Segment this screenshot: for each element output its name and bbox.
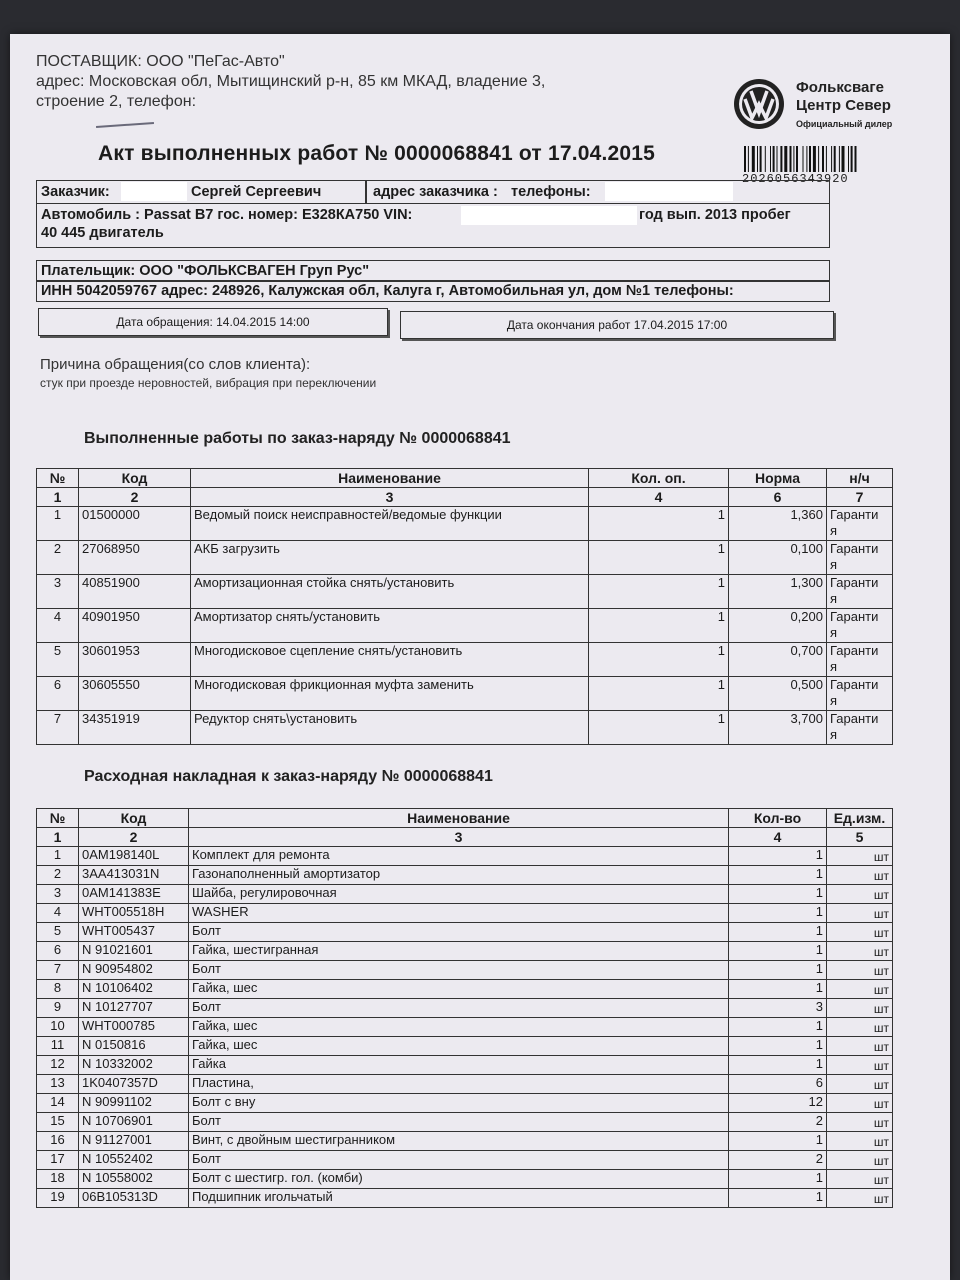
materials-row (37, 1056, 893, 1075)
materials-row (37, 885, 893, 904)
request-date-box: Дата обращения: 14.04.2015 14:00 (38, 308, 388, 336)
row-qty: 1 (729, 961, 827, 980)
document-page (10, 34, 950, 1280)
row-norm: 3,700 (729, 711, 827, 745)
row-number: 3 (37, 885, 79, 904)
row-qty: 1 (589, 575, 729, 609)
payer-box (36, 260, 830, 302)
row-number: 4 (37, 609, 79, 643)
row-name: Пластина, (189, 1075, 729, 1094)
row-number: 10 (37, 1018, 79, 1037)
materials-row (37, 999, 893, 1018)
row-number: 7 (37, 961, 79, 980)
row-nh: Гаранти я (827, 541, 893, 575)
redaction-phone (605, 182, 733, 201)
row-number: 5 (37, 643, 79, 677)
works-header-row (37, 469, 893, 488)
row-code: WHT005437 (79, 923, 189, 942)
row-unit: шт (827, 1094, 893, 1113)
row-number: 6 (37, 942, 79, 961)
row-norm: 1,360 (729, 507, 827, 541)
payer-details: ИНН 5042059767 адрес: 248926, Калужская обл, Калуга г, Автомобильная ул, дом №1 телефоны: (41, 283, 734, 299)
colnum: 2 (79, 828, 189, 847)
row-code: 3AA413031N (79, 866, 189, 885)
supplier-address: адрес: Московская обл, Мытищинский р-н, 85 км МКАД, владение 3, (36, 73, 546, 90)
row-qty: 1 (729, 1132, 827, 1151)
row-name: Гайка, шес (189, 1018, 729, 1037)
row-qty: 6 (729, 1075, 827, 1094)
customer-box (36, 180, 830, 248)
works-row (37, 507, 893, 541)
row-code: 40901950 (79, 609, 191, 643)
works-table (36, 468, 893, 745)
car-mileage-engine: 40 445 двигатель (41, 225, 164, 241)
row-nh: Гаранти я (827, 643, 893, 677)
row-qty: 1 (589, 507, 729, 541)
works-row (37, 711, 893, 745)
redaction-vin (461, 206, 637, 225)
barcode-bar (826, 146, 827, 172)
row-code: N 10706901 (79, 1113, 189, 1132)
barcode-bar (793, 146, 794, 172)
car-line: Автомобиль : Passat B7 гос. номер: Е328КА750 VIN: (41, 207, 413, 223)
row-number: 18 (37, 1170, 79, 1189)
row-unit: шт (827, 1151, 893, 1170)
materials-row (37, 1151, 893, 1170)
materials-row (37, 961, 893, 980)
materials-row (37, 1113, 893, 1132)
row-code: N 10552402 (79, 1151, 189, 1170)
row-nh: Гаранти я (827, 575, 893, 609)
brand-line3: Официальный дилер (796, 119, 893, 129)
row-name: Болт (189, 1113, 729, 1132)
row-code: N 90954802 (79, 961, 189, 980)
customer-label: Заказчик: (41, 184, 110, 200)
colnum: 6 (729, 488, 827, 507)
supplier-block (36, 52, 545, 112)
row-name: Гайка, шестигранная (189, 942, 729, 961)
row-name: Болт (189, 961, 729, 980)
row-name: Гайка, шес (189, 980, 729, 999)
materials-row (37, 904, 893, 923)
row-name: Гайка, шес (189, 1037, 729, 1056)
row-code: N 10332002 (79, 1056, 189, 1075)
row-code: 0AM198140L (79, 847, 189, 866)
dealer-brand (796, 79, 946, 133)
row-qty: 2 (729, 1151, 827, 1170)
barcode-bar (770, 146, 771, 172)
row-nh: Гаранти я (827, 677, 893, 711)
materials-row (37, 923, 893, 942)
works-row (37, 643, 893, 677)
materials-row (37, 1170, 893, 1189)
row-unit: шт (827, 980, 893, 999)
row-qty: 1 (729, 923, 827, 942)
barcode-bar (760, 146, 762, 172)
pen-mark (96, 122, 154, 128)
colnum: 1 (37, 488, 79, 507)
barcode-bar (834, 146, 836, 172)
row-code: N 91127001 (79, 1132, 189, 1151)
row-unit: шт (827, 999, 893, 1018)
row-code: 1K0407357D (79, 1075, 189, 1094)
row-qty: 1 (729, 1018, 827, 1037)
row-qty: 1 (729, 1056, 827, 1075)
supplier-address-cont: строение 2, телефон: (36, 93, 197, 110)
row-nh: Гаранти я (827, 609, 893, 643)
barcode-bar (818, 146, 819, 172)
materials-row (37, 1018, 893, 1037)
row-qty: 1 (729, 904, 827, 923)
barcode-bar (842, 146, 845, 172)
works-row (37, 541, 893, 575)
row-number: 15 (37, 1113, 79, 1132)
row-name: Болт (189, 999, 729, 1018)
row-qty: 2 (729, 1113, 827, 1132)
row-qty: 1 (729, 980, 827, 999)
works-row (37, 575, 893, 609)
colnum: 3 (189, 828, 729, 847)
row-qty: 1 (729, 1189, 827, 1208)
row-unit: шт (827, 847, 893, 866)
row-code: 06B105313D (79, 1189, 189, 1208)
row-unit: шт (827, 1056, 893, 1075)
barcode-bar (752, 146, 755, 172)
row-name: Комплект для ремонта (189, 847, 729, 866)
col-header-name: Наименование (191, 469, 589, 488)
row-norm: 0,700 (729, 643, 827, 677)
barcode-bar (822, 146, 824, 172)
barcode-bar (790, 146, 792, 172)
barcode-bar (851, 146, 853, 172)
row-number: 2 (37, 541, 79, 575)
row-norm: 1,300 (729, 575, 827, 609)
col-header-name: Наименование (189, 809, 729, 828)
colnum: 2 (79, 488, 191, 507)
materials-row (37, 1094, 893, 1113)
row-name: Болт (189, 1151, 729, 1170)
row-code: 0AM141383E (79, 885, 189, 904)
barcode-number: 2026056343920 (742, 172, 849, 186)
row-name: Болт с вну (189, 1094, 729, 1113)
end-date-box: Дата окончания работ 17.04.2015 17:00 (400, 311, 834, 339)
row-number: 1 (37, 847, 79, 866)
row-code: WHT000785 (79, 1018, 189, 1037)
row-number: 13 (37, 1075, 79, 1094)
row-number: 17 (37, 1151, 79, 1170)
row-unit: шт (827, 1132, 893, 1151)
row-nh: Гаранти я (827, 507, 893, 541)
row-number: 5 (37, 923, 79, 942)
row-number: 16 (37, 1132, 79, 1151)
colnum: 3 (191, 488, 589, 507)
materials-row (37, 1037, 893, 1056)
col-header-qty: Кол. оп. (589, 469, 729, 488)
row-name: Многодисковое сцепление снять/установить (191, 643, 589, 677)
row-number: 14 (37, 1094, 79, 1113)
row-unit: шт (827, 961, 893, 980)
barcode-bar (813, 146, 816, 172)
row-qty: 1 (729, 1170, 827, 1189)
colnum: 5 (827, 828, 893, 847)
col-header-qty: Кол-во (729, 809, 827, 828)
document-title: Акт выполненных работ № 0000068841 от 17.04.2015 (98, 142, 656, 165)
barcode-bar (780, 146, 782, 172)
row-norm: 0,500 (729, 677, 827, 711)
customer-phones-label: телефоны: (511, 184, 591, 200)
works-row (37, 609, 893, 643)
row-number: 11 (37, 1037, 79, 1056)
row-unit: шт (827, 1113, 893, 1132)
row-unit: шт (827, 942, 893, 961)
row-number: 4 (37, 904, 79, 923)
row-qty: 1 (729, 1037, 827, 1056)
reason-heading: Причина обращения(со слов клиента): (40, 356, 311, 373)
col-header-number: № (37, 469, 79, 488)
row-qty: 1 (589, 541, 729, 575)
materials-colnum-row (37, 828, 893, 847)
barcode-bar (803, 146, 804, 172)
row-qty: 1 (589, 677, 729, 711)
works-row (37, 677, 893, 711)
row-unit: шт (827, 904, 893, 923)
row-qty: 1 (729, 866, 827, 885)
row-number: 8 (37, 980, 79, 999)
row-number: 9 (37, 999, 79, 1018)
row-unit: шт (827, 1075, 893, 1094)
row-norm: 0,200 (729, 609, 827, 643)
row-name: Амортизационная стойка снять/установить (191, 575, 589, 609)
row-name: Подшипник игольчатый (189, 1189, 729, 1208)
materials-row (37, 847, 893, 866)
row-number: 12 (37, 1056, 79, 1075)
col-header-nh: н/ч (827, 469, 893, 488)
materials-row (37, 980, 893, 999)
row-qty: 1 (729, 942, 827, 961)
col-header-norm: Норма (729, 469, 827, 488)
works-colnum-row (37, 488, 893, 507)
barcode-bar (765, 146, 766, 172)
col-header-code: Код (79, 809, 189, 828)
materials-table (36, 808, 893, 1208)
works-title: Выполненные работы по заказ-наряду № 0000068841 (84, 430, 511, 447)
brand-line2: Центр Север (796, 97, 891, 114)
row-unit: шт (827, 923, 893, 942)
barcode-bar (784, 146, 787, 172)
row-code: 40851900 (79, 575, 191, 609)
row-code: N 0150816 (79, 1037, 189, 1056)
barcode-bar (848, 146, 849, 172)
row-name: Многодисковая фрикционная муфта заменить (191, 677, 589, 711)
row-qty: 1 (589, 711, 729, 745)
col-header-code: Код (79, 469, 191, 488)
supplier-name: ПОСТАВЩИК: ООО "ПеГас-Авто" (36, 53, 285, 70)
row-code: 27068950 (79, 541, 191, 575)
barcode-bar (777, 146, 778, 172)
row-qty: 3 (729, 999, 827, 1018)
row-unit: шт (827, 1189, 893, 1208)
row-unit: шт (827, 885, 893, 904)
customer-sep (365, 181, 367, 203)
barcode (744, 146, 896, 172)
row-name: Винт, с двойным шестигранником (189, 1132, 729, 1151)
car-year-mileage: год вып. 2013 пробег (639, 207, 791, 223)
barcode-bar (806, 146, 807, 172)
materials-title: Расходная накладная к заказ-наряду № 0000068841 (84, 768, 493, 785)
row-name: Шайба, регулировочная (189, 885, 729, 904)
barcode-bar (773, 146, 775, 172)
customer-address-label: адрес заказчика : (373, 184, 498, 200)
materials-row (37, 1075, 893, 1094)
row-code: N 91021601 (79, 942, 189, 961)
redaction-surname (121, 182, 187, 201)
row-code: 30605550 (79, 677, 191, 711)
row-name: Редуктор снять\установить (191, 711, 589, 745)
row-number: 1 (37, 507, 79, 541)
materials-header-row (37, 809, 893, 828)
row-qty: 12 (729, 1094, 827, 1113)
row-qty: 1 (729, 847, 827, 866)
barcode-bar (796, 146, 798, 172)
row-qty: 1 (589, 643, 729, 677)
colnum: 7 (827, 488, 893, 507)
customer-name: Сергей Сергеевич (191, 184, 322, 200)
vw-logo-icon (732, 77, 786, 131)
materials-row (37, 1189, 893, 1208)
row-name: АКБ загрузить (191, 541, 589, 575)
row-qty: 1 (729, 885, 827, 904)
row-name: WASHER (189, 904, 729, 923)
materials-row (37, 866, 893, 885)
row-nh: Гаранти я (827, 711, 893, 745)
materials-row (37, 942, 893, 961)
row-number: 6 (37, 677, 79, 711)
col-header-unit: Ед.изм. (827, 809, 893, 828)
row-code: N 10127707 (79, 999, 189, 1018)
customer-row (37, 181, 829, 204)
row-code: 34351919 (79, 711, 191, 745)
row-name: Болт с шестигр. гол. (комби) (189, 1170, 729, 1189)
row-qty: 1 (589, 609, 729, 643)
materials-row (37, 1132, 893, 1151)
barcode-bar (744, 146, 746, 172)
row-unit: шт (827, 1018, 893, 1037)
barcode-bar (855, 146, 857, 172)
row-number: 2 (37, 866, 79, 885)
row-code: N 10106402 (79, 980, 189, 999)
row-number: 3 (37, 575, 79, 609)
barcode-bar (809, 146, 811, 172)
row-code: 01500000 (79, 507, 191, 541)
col-header-number: № (37, 809, 79, 828)
row-name: Гайка (189, 1056, 729, 1075)
row-unit: шт (827, 866, 893, 885)
barcode-bar (748, 146, 749, 172)
colnum: 4 (589, 488, 729, 507)
row-code: WHT005518H (79, 904, 189, 923)
row-unit: шт (827, 1170, 893, 1189)
colnum: 4 (729, 828, 827, 847)
barcode-bar (831, 146, 832, 172)
row-name: Ведомый поиск неисправностей/ведомые функции (191, 507, 589, 541)
reason-text: стук при проезде неровностей, вибрация при переключении (40, 376, 377, 390)
barcode-bar (757, 146, 758, 172)
row-name: Болт (189, 923, 729, 942)
row-name: Газонаполненный амортизатор (189, 866, 729, 885)
row-code: N 10558002 (79, 1170, 189, 1189)
brand-line1: Фольксваге (796, 79, 884, 96)
row-number: 19 (37, 1189, 79, 1208)
row-code: N 90991102 (79, 1094, 189, 1113)
barcode-bar (839, 146, 840, 172)
payer-name: Плательщик: ООО "ФОЛЬКСВАГЕН Груп Рус" (41, 263, 370, 279)
row-code: 30601953 (79, 643, 191, 677)
colnum: 1 (37, 828, 79, 847)
row-number: 7 (37, 711, 79, 745)
row-unit: шт (827, 1037, 893, 1056)
row-norm: 0,100 (729, 541, 827, 575)
row-name: Амортизатор снять/установить (191, 609, 589, 643)
